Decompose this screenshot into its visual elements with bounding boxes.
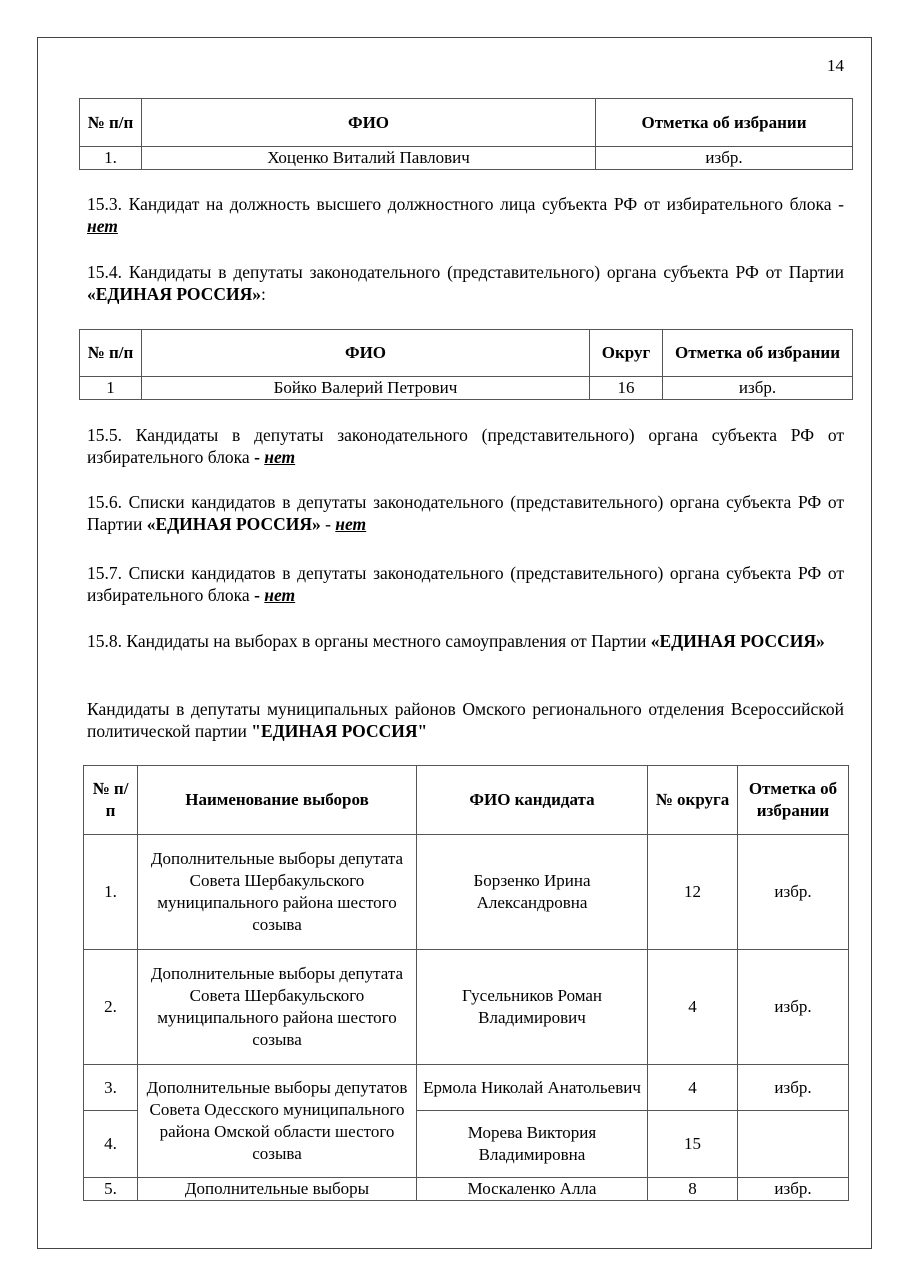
cell-fio: Хоценко Виталий Павлович [142,147,596,170]
cell-election: Дополнительные выборы [138,1178,417,1201]
p154-party: «ЕДИНАЯ РОССИЯ» [87,284,262,304]
paragraph-15-5 [87,424,844,468]
header-mark: Отметка об избрании [663,330,853,377]
p156-value: нет [335,514,367,534]
cell-number: 1. [80,147,142,170]
cell-mark: избр. [596,147,853,170]
cell-okrug: 15 [648,1111,738,1178]
cell-okrug: 16 [590,377,663,400]
cell-mark: избр. [738,1065,849,1111]
paragraph-15-3 [87,193,844,237]
p155-text: 15.5. Кандидаты в депутаты законодательного (представительного) органа субъекта РФ от избирательного блока [87,425,844,467]
paragraph-15-7 [87,562,844,606]
header-number: № п/п [84,766,138,835]
p157-text: 15.7. Списки кандидатов в депутаты законодательного (представительного) органа субъекта РФ от избирательного блока [87,563,844,605]
p154-text: 15.4. Кандидаты в депутаты законодательного (представительного) органа субъекта РФ от Партии [87,262,844,282]
table-row [80,377,853,400]
cell-okrug: 4 [648,1065,738,1111]
header-okrug: Округ [590,330,663,377]
page-number: 14 [827,56,844,75]
cell-mark: избр. [738,1178,849,1201]
cell-fio: Ермола Николай Анатольевич [417,1065,648,1111]
cell-fio: Морева Виктория Владимировна [417,1111,648,1178]
p-mun-party: "ЕДИНАЯ РОССИЯ" [251,721,428,741]
table-governor-candidates [79,98,853,170]
p155-dash: - [254,447,260,467]
cell-fio: Москаленко Алла [417,1178,648,1201]
p155-value: нет [264,447,296,467]
p153-value: нет [87,216,118,236]
header-okrug: № округа [648,766,738,835]
cell-election: Дополнительные выборы депутата Совета Шербакульского муниципального района шестого созыва [138,835,417,950]
paragraph-15-6 [87,491,844,535]
header-fio: ФИО [142,99,596,147]
table-row [84,950,849,1065]
cell-number: 1 [80,377,142,400]
cell-fio: Гусельников Роман Владимирович [417,950,648,1065]
cell-okrug: 4 [648,950,738,1065]
cell-okrug: 12 [648,835,738,950]
cell-mark: избр. [738,950,849,1065]
table-regional-deputies [79,329,853,400]
p156-party: «ЕДИНАЯ РОССИЯ» [146,514,321,534]
p156-text: 15.6. Списки кандидатов в депутаты законодательного (представительного) органа субъекта РФ от Партии [87,492,844,534]
p158-party: «ЕДИНАЯ РОССИЯ» [650,631,825,651]
p153-text: 15.3. Кандидат на должность высшего должностного лица субъекта РФ от избирательного блока - [87,194,844,214]
cell-fio: Бойко Валерий Петрович [142,377,590,400]
table-row [80,147,853,170]
cell-mark: избр. [738,835,849,950]
paragraph-municipal [87,698,844,742]
header-number: № п/п [80,99,142,147]
cell-number: 5. [84,1178,138,1201]
p157-value: нет [264,585,296,605]
cell-number: 2. [84,950,138,1065]
cell-election: Дополнительные выборы депутатов Совета Одесского муниципального района Омской области шестого созыва [138,1065,417,1178]
table-row [84,835,849,950]
cell-number: 1. [84,835,138,950]
header-mark: Отметка об избрании [596,99,853,147]
header-fio: ФИО [142,330,590,377]
p158-text: 15.8. Кандидаты на выборах в органы местного самоуправления от Партии [87,631,651,651]
header-number: № п/п [80,330,142,377]
cell-number: 3. [84,1065,138,1111]
table-row [84,1178,849,1201]
p-mun-text: Кандидаты в депутаты муниципальных районов Омского регионального отделения Всероссийской политической партии [87,699,844,741]
header-fio: ФИО кандидата [417,766,648,835]
cell-okrug: 8 [648,1178,738,1201]
cell-number: 4. [84,1111,138,1178]
p157-dash: - [254,585,260,605]
header-election: Наименование выборов [138,766,417,835]
cell-mark: избр. [663,377,853,400]
paragraph-15-8 [87,630,844,652]
paragraph-15-4 [87,261,844,305]
cell-mark [738,1111,849,1178]
table-row [84,1065,849,1111]
p154-tail: : [261,284,266,304]
header-mark: Отметка об избрании [738,766,849,835]
p156-dash: - [320,514,336,534]
cell-election: Дополнительные выборы депутата Совета Шербакульского муниципального района шестого созыва [138,950,417,1065]
table-municipal-candidates [83,765,849,1201]
cell-fio: Борзенко Ирина Александровна [417,835,648,950]
